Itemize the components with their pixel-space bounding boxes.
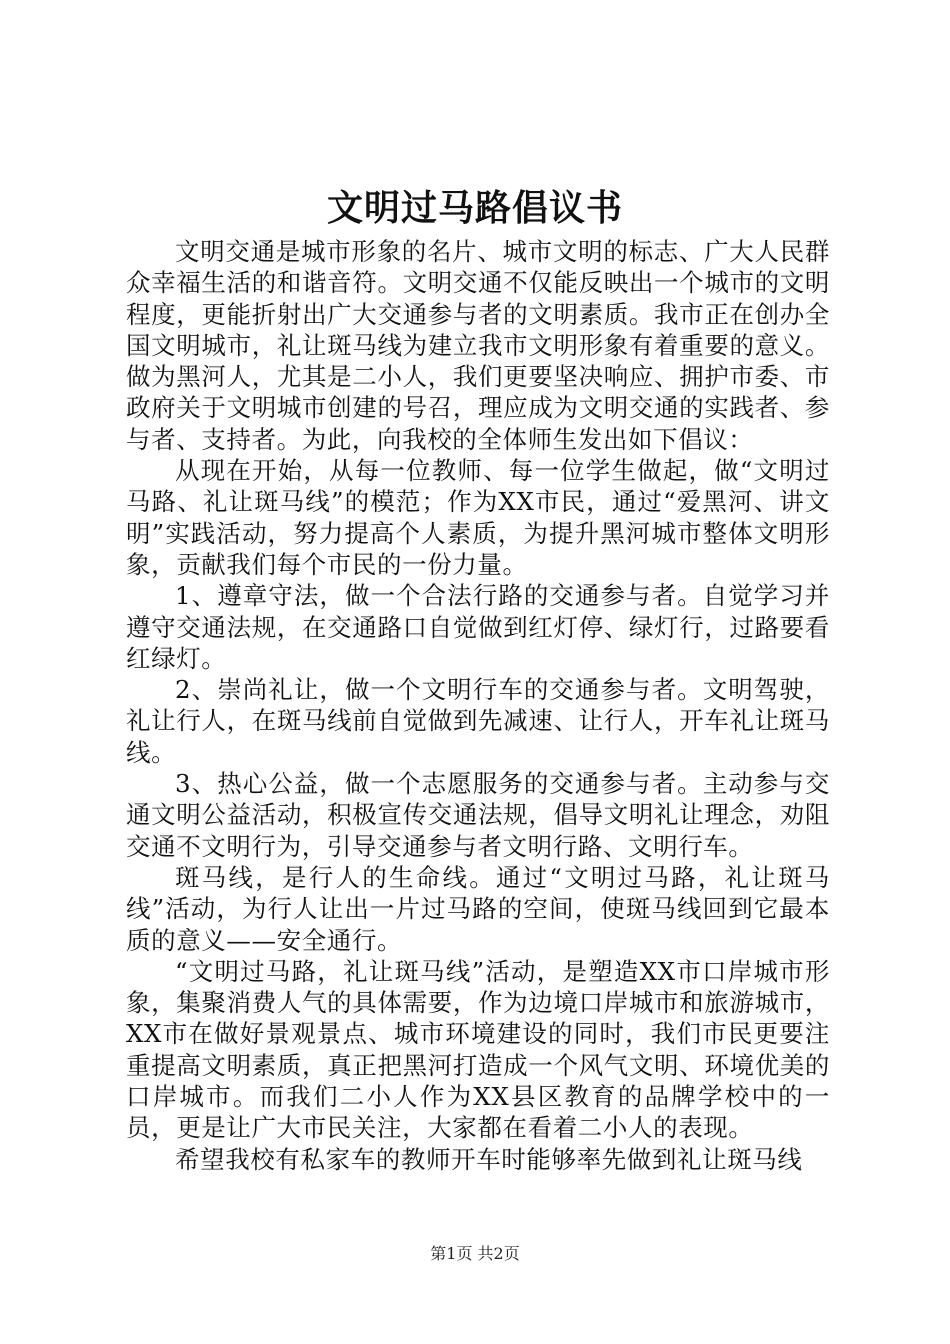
page-footer: 第1页 共2页 [430,1244,520,1263]
paragraph-intro: 文明交通是城市形象的名片、城市文明的标志、广大人民群众幸福生活的和谐音符。文明交通不仅能反映出一个城市的文明程度，更能折射出广大交通参与者的文明素质。我市正在创办全国文明城市，礼让斑马线为建立我市文明形象有着重要的意义。做为黑河人，尤其是二小人，我们更要坚决响应、拥护市委、市政府关于文明城市创建的号召，理应成为文明交通的实践者、参与者、支持者。为此，向我校的全体师生发出如下倡议： [126,237,830,454]
paragraph-item-1: 1、遵章守法，做一个合法行路的交通参与者。自觉学习并遵守交通法规，在交通路口自觉做到红灯停、绿灯行，过路要看红绿灯。 [126,581,830,673]
paragraph-call-to-action: 从现在开始，从每一位教师、每一位学生做起，做“文明过马路、礼让斑马线”的模范；作为XX市民，通过“爱黑河、讲文明”实践活动，努力提高个人素质，为提升黑河城市整体文明形象，贡献我们每个市民的一份力量。 [126,456,830,579]
paragraph-item-3: 3、热心公益，做一个志愿服务的交通参与者。主动参与交通文明公益活动，积极宣传交通法规，倡导文明礼让理念，劝阻交通不文明行为，引导交通参与者文明行路、文明行车。 [126,769,830,861]
document-body [126,236,830,1175]
paragraph-hope: 希望我校有私家车的教师开车时能够率先做到礼让斑马线 [175,1144,803,1174]
document-title: 文明过马路倡议书 [326,187,623,229]
paragraph-zebra-crossing: 斑马线，是行人的生命线。通过“文明过马路，礼让斑马线”活动，为行人让出一片过马路的空间，使斑马线回到它最本质的意义——安全通行。 [126,862,830,955]
paragraph-item-2: 2、崇尚礼让，做一个文明行车的交通参与者。文明驾驶，礼让行人，在斑马线前自觉做到先减速、让行人，开车礼让斑马线。 [126,675,830,767]
paragraph-activity: “文明过马路，礼让斑马线”活动，是塑造XX市口岸城市形象，集聚消费人气的具体需要，作为边境口岸城市和旅游城市，XX市在做好景观景点、城市环境建设的同时，我们市民更要注重提高文明素质，真正把黑河打造成一个风气文明、环境优美的口岸城市。而我们二小人作为XX县区教育的品牌学校中的一员，更是让广大市民关注，大家都在看着二小人的表现。 [126,956,830,1143]
